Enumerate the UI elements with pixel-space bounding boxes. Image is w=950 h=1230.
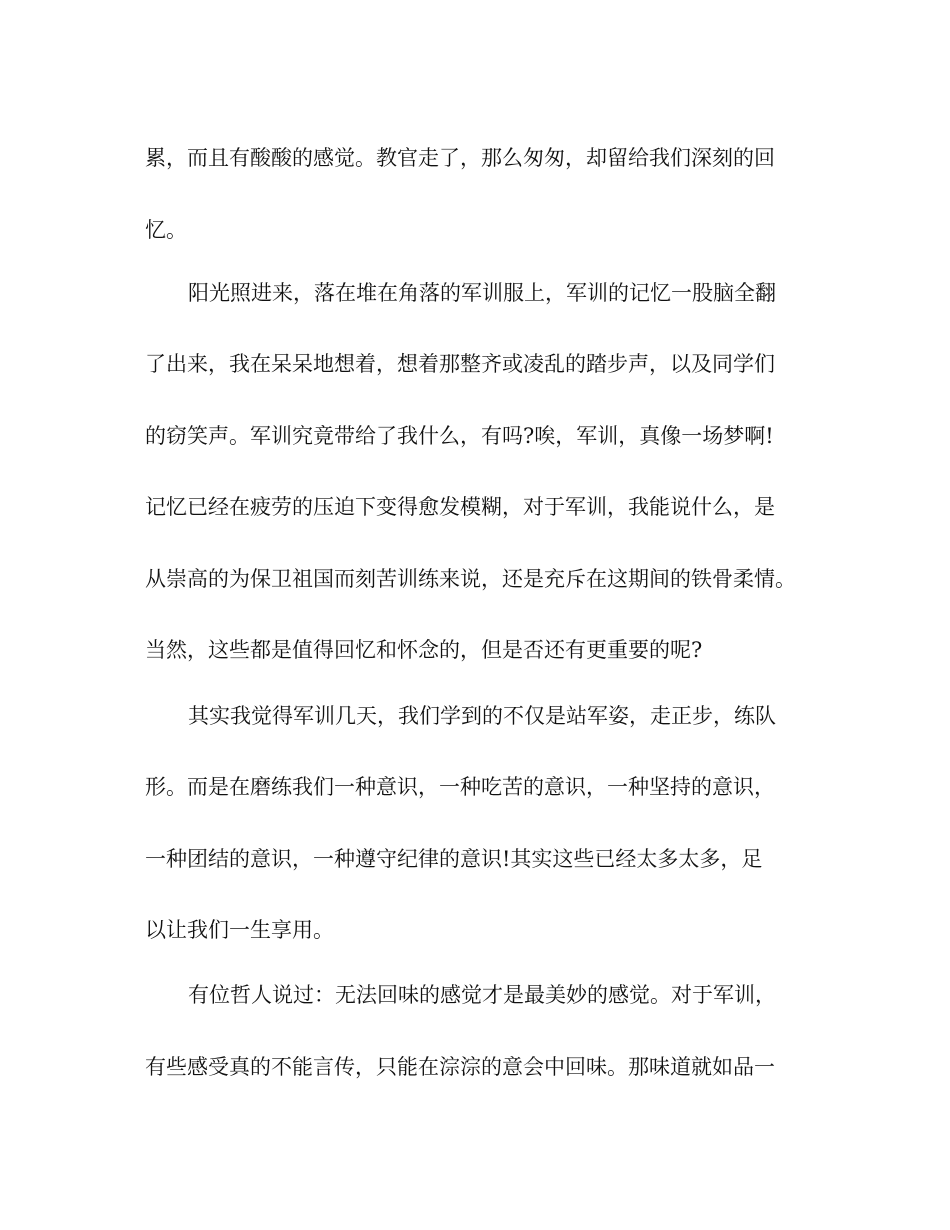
text-line: 从崇高的为保卫祖国而刻苦训练来说，还是充斥在这期间的铁骨柔情。 — [145, 567, 796, 591]
text-line: 有些感受真的不能言传，只能在淙淙的意会中回味。那味道就如品一 — [145, 1055, 775, 1079]
paragraph-first-line: 其实我觉得军训几天，我们学到的不仅是站军姿，走正步，练队 — [188, 704, 776, 728]
text-line: 累，而且有酸酸的感觉。教官走了，那么匆匆，却留给我们深刻的回 — [145, 146, 775, 170]
paragraph-first-line: 阳光照进来，落在堆在角落的军训服上，军训的记忆一股脑全翻 — [188, 281, 776, 305]
paragraph-first-line: 有位哲人说过：无法回味的感觉才是最美妙的感觉。对于军训， — [188, 983, 776, 1007]
text-line: 一种团结的意识，一种遵守纪律的意识!其实这些已经太多太多，足 — [145, 847, 763, 871]
text-line: 的窃笑声。军训究竟带给了我什么，有吗?唉，军训，真像一场梦啊! — [145, 424, 774, 448]
text-line: 形。而是在磨练我们一种意识，一种吃苦的意识，一种坚持的意识， — [145, 775, 775, 799]
text-line: 以让我们一生享用。 — [145, 918, 334, 942]
text-line: 当然，这些都是值得回忆和怀念的，但是否还有更重要的呢? — [145, 638, 703, 662]
text-line: 忆。 — [145, 218, 187, 242]
text-line: 记忆已经在疲劳的压迫下变得愈发模糊，对于军训，我能说什么，是 — [145, 495, 775, 519]
text-line: 了出来，我在呆呆地想着，想着那整齐或凌乱的踏步声，以及同学们 — [145, 352, 775, 376]
